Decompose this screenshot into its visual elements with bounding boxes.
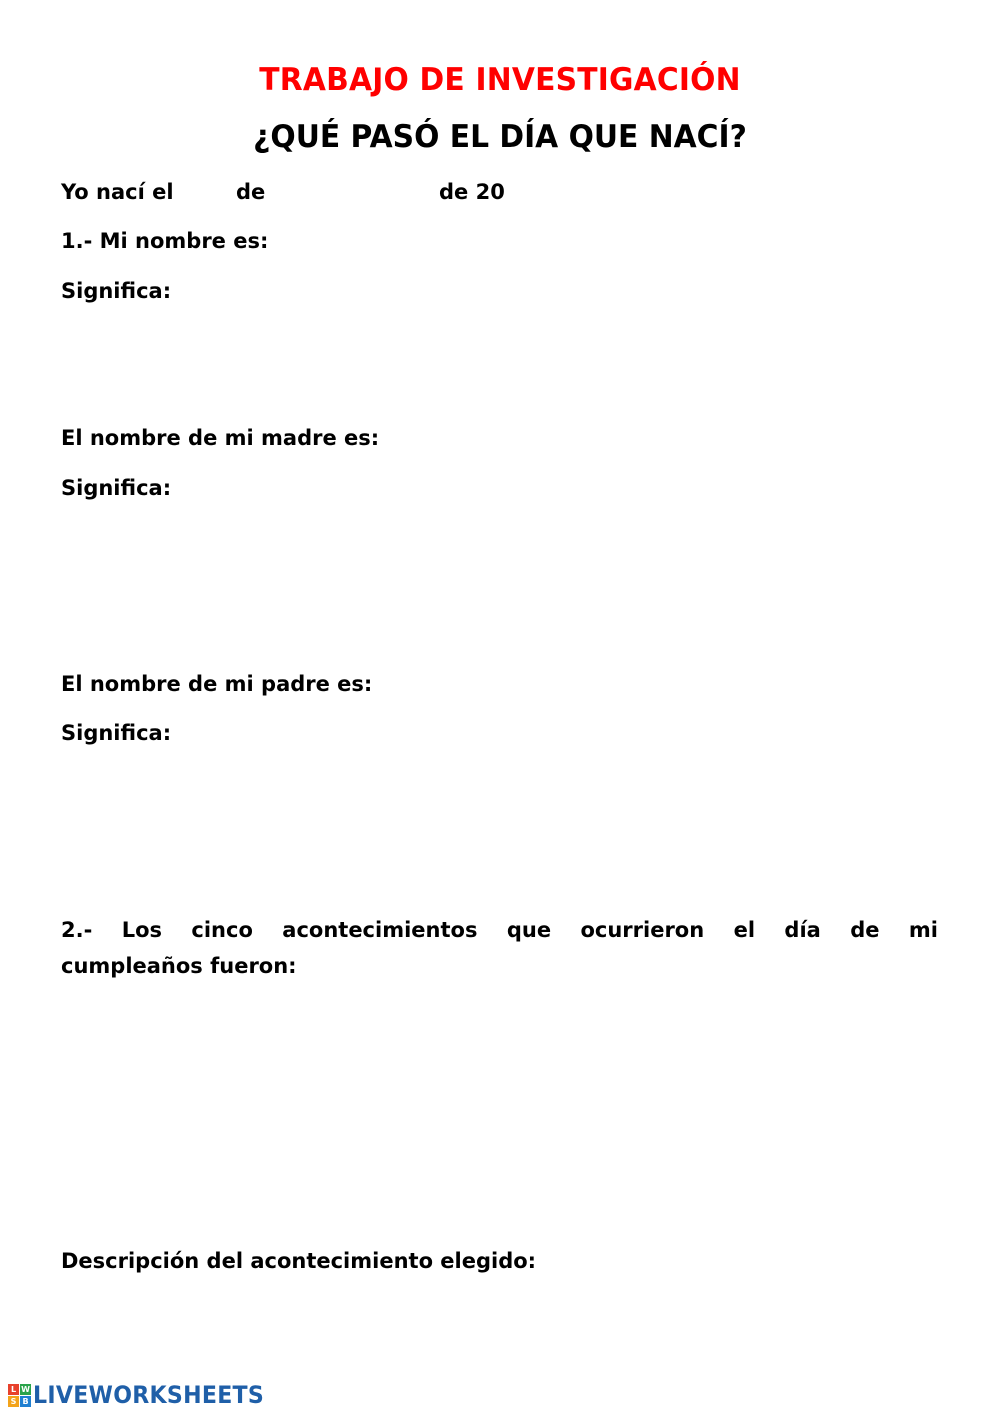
birth-date-label-month: de <box>236 180 266 204</box>
events-word: que <box>506 918 552 942</box>
events-word: de <box>850 918 880 942</box>
birth-date-label-day: Yo nací el <box>61 180 174 204</box>
liveworksheets-logo <box>8 1381 284 1409</box>
events-question-line1 <box>61 917 938 943</box>
events-word: 2.- <box>61 918 93 942</box>
mother-name-label: El nombre de mi madre es: <box>61 426 380 450</box>
events-word: el <box>733 918 756 942</box>
events-question-line2: cumpleaños fueron: <box>61 954 297 978</box>
events-word: acontecimientos <box>282 918 478 942</box>
logo-grid-icon <box>8 1384 31 1407</box>
logo-text: LIVEWORKSHEETS <box>33 1381 265 1409</box>
my-name-label: 1.- Mi nombre es: <box>61 229 269 253</box>
father-name-meaning-label: Significa: <box>61 721 172 745</box>
events-word: ocurrieron <box>580 918 705 942</box>
events-word: cinco <box>191 918 253 942</box>
birth-date-label-year: de 20 <box>439 180 505 204</box>
worksheet-subtitle: ¿QUÉ PASÓ EL DÍA QUE NACÍ? <box>253 119 747 155</box>
my-name-meaning-label: Significa: <box>61 279 172 303</box>
event-description-label: Descripción del acontecimiento elegido: <box>61 1249 537 1273</box>
worksheet-title: TRABAJO DE INVESTIGACIÓN <box>259 62 741 98</box>
logo-cell: L <box>8 1384 19 1395</box>
logo-cell: B <box>20 1396 31 1407</box>
mother-name-meaning-label: Significa: <box>61 476 172 500</box>
events-word: Los <box>121 918 163 942</box>
logo-cell: S <box>8 1396 19 1407</box>
father-name-label: El nombre de mi padre es: <box>61 672 373 696</box>
events-word: día <box>784 918 821 942</box>
events-word: mi <box>908 918 938 942</box>
logo-cell: W <box>21 1384 30 1394</box>
